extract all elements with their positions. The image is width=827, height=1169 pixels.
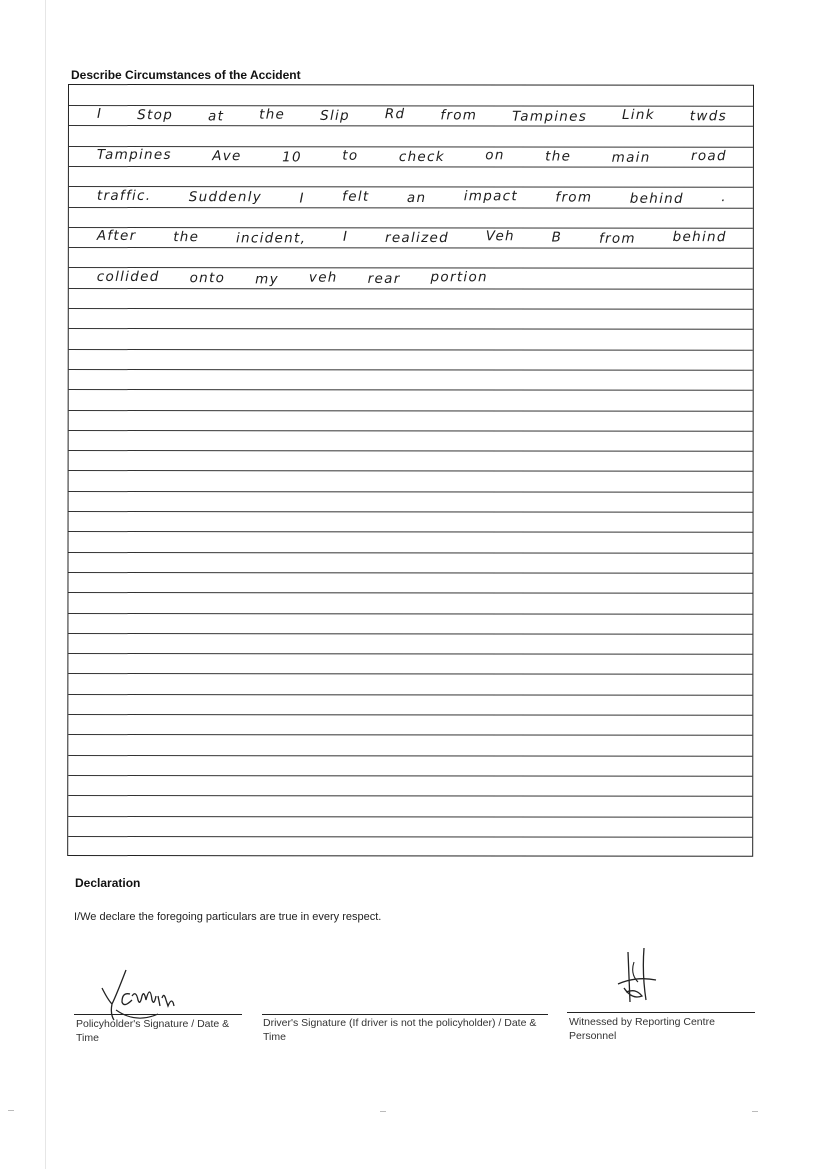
ruled-line: [68, 795, 752, 797]
ruled-line: [68, 572, 752, 574]
narrative-word: from: [440, 107, 478, 124]
narrative-word: the: [173, 229, 200, 246]
narrative-word: behind: [672, 229, 727, 246]
ruled-line: [68, 714, 752, 716]
ruled-line: [68, 755, 752, 757]
ruled-line: [68, 694, 752, 696]
ruled-line: [69, 166, 753, 168]
witness-signature-line: [567, 1012, 755, 1013]
ruled-line: [69, 552, 753, 554]
narrative-word: B: [551, 229, 563, 246]
narrative-word: on: [485, 147, 505, 164]
narrative-word: an: [406, 189, 427, 206]
ruled-line: [69, 511, 753, 513]
narrative-line: [97, 148, 727, 165]
section-heading: Describe Circumstances of the Accident: [71, 68, 301, 82]
ruled-line: [68, 613, 752, 615]
narrative-word: behind: [629, 190, 684, 207]
ruled-line: [69, 389, 753, 391]
narrative-word: Suddenly: [188, 188, 263, 205]
narrative-word: onto: [189, 269, 226, 286]
narrative-word: Stop: [137, 107, 174, 124]
narrative-word: Tampines: [512, 108, 588, 126]
narrative-line: [97, 270, 488, 286]
witness-signature-caption: Witnessed by Reporting Centre Personnel: [569, 1016, 715, 1042]
narrative-word: check: [398, 148, 445, 165]
ruled-line: [69, 430, 753, 432]
ruled-line: [68, 836, 752, 838]
narrative-word: After: [96, 227, 137, 244]
driver-signature-line: [262, 1014, 548, 1015]
ruled-line: [69, 308, 753, 310]
ruled-line: [69, 369, 753, 371]
narrative-word: I: [342, 228, 349, 245]
narrative-word: incident,: [236, 230, 307, 247]
narrative-word: I: [299, 189, 305, 206]
scan-speck: [380, 1111, 386, 1112]
narrative-word: impact: [463, 187, 519, 204]
narrative-word: my: [255, 271, 279, 288]
ruled-line: [69, 491, 753, 493]
ruled-line: [69, 247, 753, 249]
scan-speck: [8, 1110, 14, 1111]
narrative-line: [97, 229, 727, 246]
narrative-word: veh: [308, 269, 338, 286]
ruled-line: [68, 816, 752, 818]
narrative-word: main: [611, 149, 651, 166]
narrative-word: to: [342, 147, 359, 164]
ruled-line: [69, 470, 753, 472]
driver-signature-caption: Driver's Signature (If driver is not the policyholder) / Date & Time: [263, 1017, 537, 1043]
narrative-ruled-box: [67, 84, 754, 857]
narrative-word: twds: [689, 108, 727, 125]
narrative-word: rear: [367, 270, 401, 287]
policyholder-signature-caption: Policyholder's Signature / Date & Time: [76, 1018, 230, 1044]
narrative-word: Tampines: [96, 146, 172, 163]
narrative-word: .: [721, 188, 727, 205]
page-edge-shadow: [45, 0, 46, 1169]
narrative-word: the: [545, 148, 572, 165]
narrative-word: realized: [384, 230, 449, 247]
declaration-statement: I/We declare the foregoing particulars are true in every respect.: [74, 911, 382, 923]
narrative-word: traffic.: [96, 187, 152, 204]
ruled-line: [68, 775, 752, 777]
narrative-word: Slip: [320, 108, 350, 125]
narrative-word: portion: [430, 268, 488, 285]
narrative-word: from: [598, 230, 636, 247]
ruled-line: [68, 592, 752, 594]
narrative-word: Link: [621, 107, 655, 124]
narrative-word: 10: [282, 149, 302, 166]
ruled-line: [69, 531, 753, 533]
witness-signature-mark: [612, 944, 662, 1006]
ruled-line: [69, 450, 753, 452]
narrative-word: felt: [342, 188, 370, 205]
scan-speck: [752, 1111, 758, 1112]
narrative-word: at: [208, 108, 225, 125]
narrative-word: I: [96, 106, 103, 123]
ruled-line: [68, 734, 752, 736]
ruled-line: [69, 207, 753, 209]
ruled-line: [68, 633, 752, 635]
ruled-line: [69, 349, 753, 351]
ruled-line: [69, 125, 753, 127]
declaration-heading: Declaration: [75, 876, 141, 890]
narrative-word: Rd: [384, 106, 406, 123]
narrative-word: collided: [96, 268, 160, 285]
narrative-line: [97, 107, 727, 124]
policyholder-signature-mark: [96, 966, 186, 1026]
narrative-word: from: [555, 189, 593, 206]
narrative-word: road: [690, 147, 727, 164]
ruled-line: [68, 653, 752, 655]
narrative-word: the: [259, 106, 286, 123]
ruled-line: [69, 410, 753, 412]
narrative-line: [97, 189, 727, 206]
narrative-word: Veh: [485, 228, 515, 245]
narrative-word: Ave: [212, 148, 242, 165]
ruled-line: [69, 328, 753, 330]
ruled-line: [68, 673, 752, 675]
ruled-line: [69, 288, 753, 290]
